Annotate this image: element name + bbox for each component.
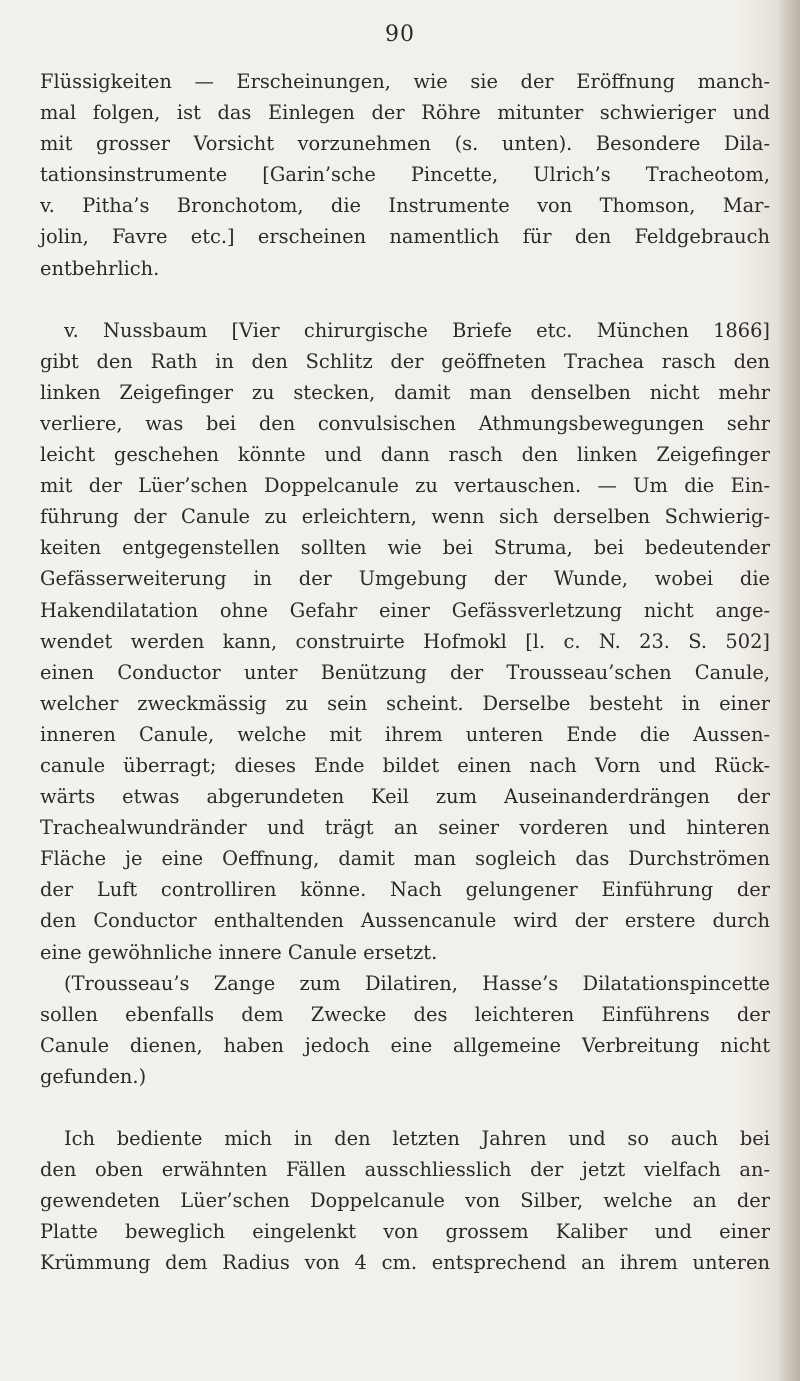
text-line: leicht geschehen könnte und dann rasch den linken Zeigefinger (40, 443, 770, 467)
text-line: den oben erwähnten Fällen ausschliesslich der jetzt vielfach an- (40, 1158, 770, 1182)
text-line: gibt den Rath in den Schlitz der geöffneten Trachea rasch den (40, 349, 770, 373)
page-number: 90 (385, 22, 415, 47)
text-line: eine gewöhnliche innere Canule ersetzt. (40, 940, 438, 964)
text-line: Ich bediente mich in den letzten Jahren und so auch bei (64, 1127, 770, 1150)
text-line: wendet werden kann, construirte Hofmokl [l. c. N. 23. S. 502] (40, 629, 770, 653)
text-line: Canule dienen, haben jedoch eine allgemeine Verbreitung nicht (40, 1033, 770, 1057)
text-line: tationsinstrumente [Garin’sche Pincette, Ulrich’s Tracheotom, (40, 163, 770, 187)
text-line: inneren Canule, welche mit ihrem unteren Ende die Aussen- (40, 722, 770, 746)
text-line: einen Conductor unter Benützung der Trousseau’schen Canule, (40, 660, 770, 684)
text-line: Trachealwundränder und trägt an seiner vorderen und hinteren (40, 816, 770, 840)
text-line: linken Zeigefinger zu stecken, damit man denselben nicht mehr (40, 380, 770, 404)
text-line: verliere, was bei den convulsischen Athmungsbewegungen sehr (40, 411, 770, 435)
text-line: mit der Lüer’schen Doppelcanule zu vertauschen. — Um die Ein- (40, 474, 770, 498)
text-line: sollen ebenfalls dem Zwecke des leichteren Einführens der (40, 1002, 770, 1026)
text-line: mal folgen, ist das Einlegen der Röhre mitunter schwieriger und (40, 101, 770, 125)
text-line: der Luft controlliren könne. Nach gelungener Einführung der (40, 878, 770, 902)
text-line: Flüssigkeiten — Erscheinungen, wie sie der Eröffnung manch- (40, 70, 770, 93)
text-line: Platte beweglich eingelenkt von grossem Kaliber und einer (40, 1220, 770, 1244)
text-line: v. Nussbaum [Vier chirurgische Briefe etc. München 1866] (64, 318, 770, 342)
text-line: gefunden.) (40, 1064, 147, 1088)
text-line: Hakendilatation ohne Gefahr einer Gefässverletzung nicht ange- (40, 598, 770, 622)
text-line: wärts etwas abgerundeten Keil zum Auseinanderdrängen der (40, 785, 770, 809)
text-line: jolin, Favre etc.] erscheinen namentlich für den Feldgebrauch (40, 225, 770, 249)
text-line: führung der Canule zu erleichtern, wenn sich derselben Schwierig- (40, 505, 770, 529)
page-edge-shadow (778, 0, 800, 1381)
text-line: canule überragt; dieses Ende bildet einen nach Vorn und Rück- (40, 753, 770, 777)
text-line: den Conductor enthaltenden Aussencanule wird der erstere durch (40, 909, 770, 933)
text-line: welcher zweckmässig zu sein scheint. Derselbe besteht in einer (40, 691, 770, 715)
text-line: Krümmung dem Radius von 4 cm. entsprechend an ihrem unteren (40, 1251, 770, 1275)
text-line: v. Pitha’s Bronchotom, die Instrumente von Thomson, Mar- (40, 194, 770, 218)
text-line: Fläche je eine Oeffnung, damit man sogleich das Durchströmen (40, 847, 770, 871)
text-line: gewendeten Lüer’schen Doppelcanule von Silber, welche an der (40, 1189, 770, 1213)
text-line: entbehrlich. (40, 256, 160, 280)
text-line: keiten entgegenstellen sollten wie bei Struma, bei bedeutender (40, 536, 770, 560)
body-text (40, 66, 770, 1278)
text-line: (Trousseau’s Zange zum Dilatiren, Hasse’s Dilatationspincette (64, 971, 770, 995)
text-line: Gefässerweiterung in der Umgebung der Wunde, wobei die (40, 567, 770, 591)
text-line: mit grosser Vorsicht vorzunehmen (s. unten). Besondere Dila- (40, 132, 770, 156)
